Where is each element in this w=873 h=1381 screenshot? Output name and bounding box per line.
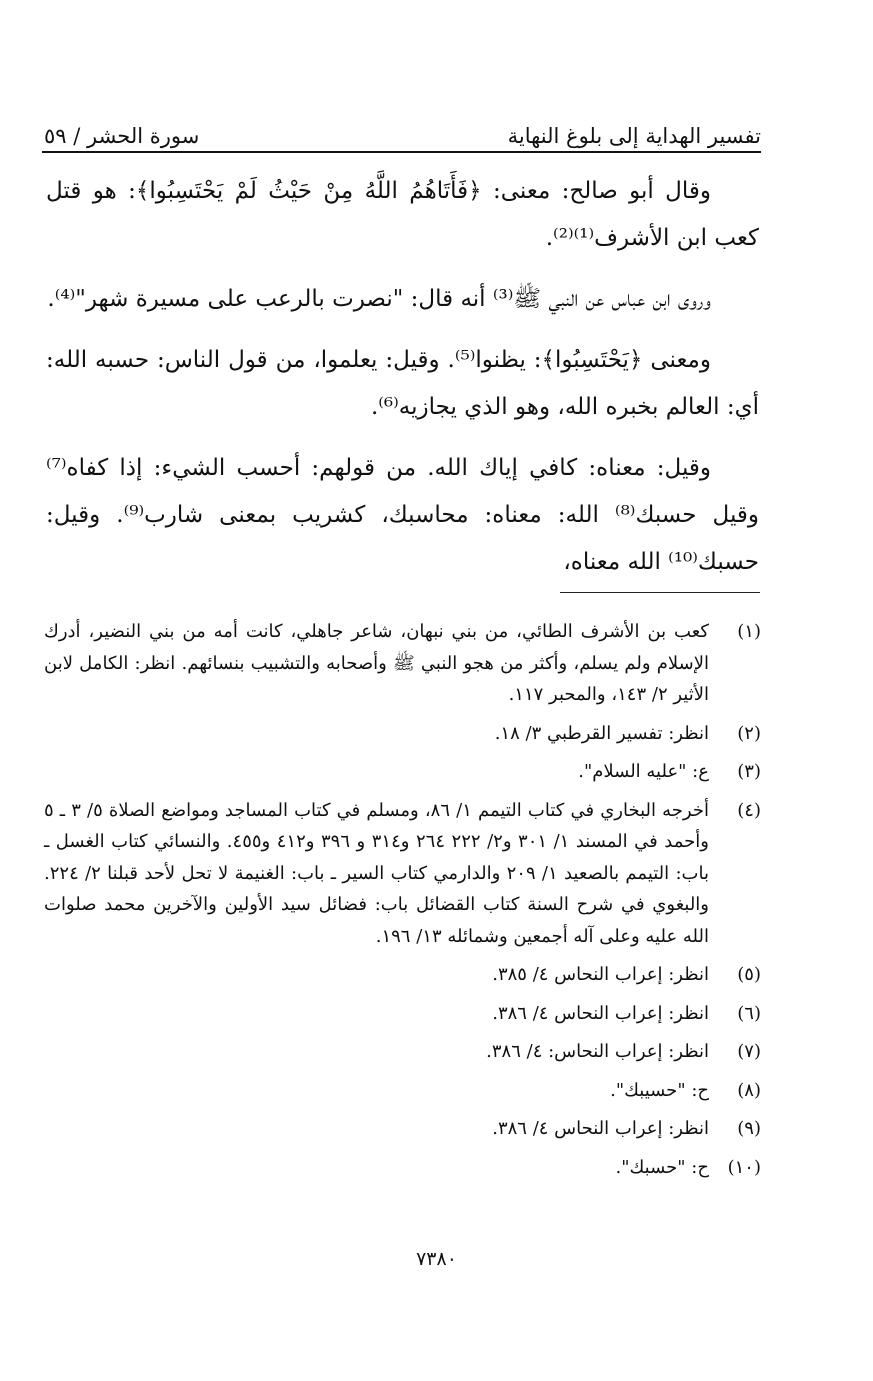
- footnote-number: (٥): [737, 964, 761, 985]
- page-number: ٧٣٨٠: [416, 1248, 457, 1270]
- footnote: [44, 1113, 761, 1145]
- footnote: [44, 756, 761, 788]
- footnote: [44, 1152, 761, 1184]
- footnote-number: (٤): [737, 799, 761, 821]
- footnote: [44, 718, 761, 750]
- footnote-separator: [560, 592, 760, 593]
- footnote-text: انظر: تفسير القرطبي ٣/ ١٨.: [494, 722, 709, 744]
- footnote: [44, 616, 761, 711]
- footnote: [44, 795, 761, 953]
- paragraph: وروى ابن عباس عن النبي ﷺ⁽³⁾ أنه قال: "نصرت بالرعب على مسيرة شهر"⁽⁴⁾.: [47, 286, 711, 312]
- footnote-text: انظر: إعراب النحاس: ٤/ ٣٨٦.: [486, 1041, 709, 1062]
- footnote: [44, 1075, 761, 1107]
- paragraph: وقيل: معناه: كافي إياك الله. من قولهم: أحسب الشيء: إذا كفاه⁽⁷⁾ وقيل حسبك⁽⁸⁾ الله: معناه: محاسبك، كشريب بمعنى شارب⁽⁹⁾. وقيل: حسبك⁽¹⁰⁾ الله معناه،: [46, 455, 760, 575]
- paragraph: وقال أبو صالح: معنى: ﴿فَأَتَاهُمُ اللَّهُ مِنْ حَيْثُ لَمْ يَحْتَسِبُوا﴾: هو قتل كعب ابن الأشرف⁽¹⁾⁽²⁾.: [46, 178, 759, 251]
- surah-label: سورة الحشر / ٥٩: [44, 124, 200, 148]
- footnote-text: انظر: إعراب النحاس ٤/ ٣٨٥.: [492, 964, 709, 985]
- footnote-number: (٧): [737, 1041, 761, 1062]
- footnote: [44, 1036, 761, 1068]
- footnote-number: (٢): [737, 722, 761, 744]
- footnote-text: ح: "حسيبك".: [610, 1079, 709, 1101]
- footnote-number: (١): [737, 621, 761, 642]
- footnote-text: كعب بن الأشرف الطائي، من بني نبهان، شاعر جاهلي، كانت أمه من بني النضير، أدرك الإسلام ولم يسلم، وأكثر من هجو النبي ﷺ وأصحابه والتشبيب بنسائهم. انظر: الكامل لابن الأثير ٢/ ١٤٣، والمحبر ١١٧.: [44, 621, 709, 705]
- footnote-number: (٦): [737, 1002, 761, 1024]
- footnote-number: (٩): [737, 1118, 761, 1139]
- footnote-text: أخرجه البخاري في كتاب التيمم ١/ ٨٦، ومسلم في كتاب المساجد ومواضع الصلاة ٥/ ٣ ـ ٥ وأحمد في المسند ١/ ٣٠١ و٢/ ٢٢٢ ٢٦٤ و٣١٤ و ٣٩٦ و٤١٢ و٤٥٥. والنسائي كتاب الغسل ـ باب: التيمم بالصعيد ١/ ٢٠٩ والدارمي كتاب السير ـ باب: الغنيمة لا تحل لأحد قبلنا ٢/ ٢٢٤. والبغوي في شرح السنة كتاب القضائل باب: فضائل سيد الأولين والآخرين محمد صلوات الله عليه وعلى آله أجمعين وشمائله ١٣/ ١٩٦.: [44, 799, 709, 947]
- footnote-text: انظر: إعراب النحاس ٤/ ٣٨٦.: [492, 1002, 709, 1024]
- footnote-number: (٣): [737, 761, 761, 782]
- footnote-text: ح: "حسبك".: [615, 1156, 709, 1178]
- main-text: [46, 168, 759, 600]
- book-title: تفسير الهداية إلى بلوغ النهاية: [507, 124, 761, 148]
- footnote-text: ع: "عليه السلام".: [578, 761, 709, 782]
- footnotes: [44, 616, 761, 1190]
- footnote-text: انظر: إعراب النحاس ٤/ ٣٨٦.: [492, 1118, 709, 1139]
- header-rule: [42, 151, 761, 153]
- paragraph: ومعنى ﴿يَحْتَسِبُوا﴾: يظنوا⁽⁵⁾. وقيل: يعلموا، من قول الناس: حسبه الله: أي: العالم بخبره الله، وهو الذي يجازيه⁽⁶⁾.: [46, 347, 759, 420]
- running-header: [44, 108, 761, 148]
- footnote: [44, 959, 761, 991]
- footnote-number: (١٠): [727, 1156, 761, 1178]
- footnote: [44, 998, 761, 1030]
- footnote-number: (٨): [737, 1079, 761, 1101]
